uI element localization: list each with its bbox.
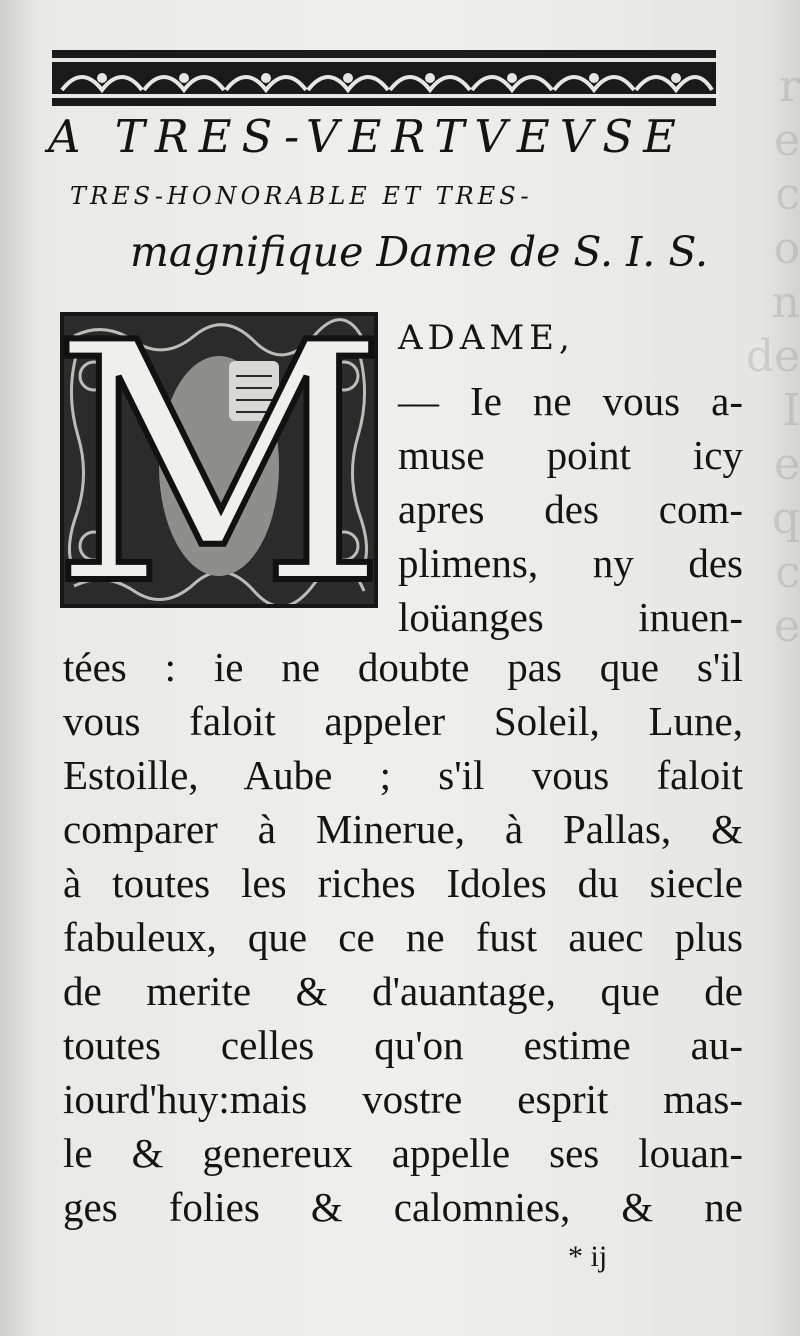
- text-line: le & genereux appelle ses louan-: [63, 1130, 743, 1176]
- text-line: apres des com-: [398, 486, 743, 532]
- text-line: fabuleux, que ce ne fust auec plus: [63, 914, 743, 960]
- text-line: toutes celles qu'on estime au-: [63, 1022, 743, 1068]
- text-line: iourd'huy:mais vostre esprit mas-: [63, 1076, 743, 1122]
- text-beside-initial: [398, 374, 743, 644]
- text-line: vous faloit appeler Soleil, Lune,: [63, 698, 743, 744]
- text-line: muse point icy: [398, 432, 743, 478]
- text-line: — Ie ne vous a-: [398, 378, 743, 424]
- salutation: ADAME,: [398, 318, 575, 358]
- dedicatee-name: magnifique Dame de S. I. S.: [130, 228, 709, 276]
- text-line: plimens, ny des: [398, 540, 743, 586]
- text-line: loüanges inuen-: [398, 594, 743, 640]
- text-line: tées : ie ne doubte pas que s'il: [63, 644, 743, 690]
- text-line: de merite & d'auantage, que de: [63, 968, 743, 1014]
- dedication-title: A TRES-VERTVEVSE: [48, 110, 686, 163]
- signature-mark: * ij: [568, 1240, 608, 1273]
- text-line: à toutes les riches Idoles du siecle: [63, 860, 743, 906]
- text-line: ges folies & calomnies, & ne: [63, 1184, 743, 1230]
- initial-letter: M: [50, 273, 388, 657]
- bleed-through-text: r e c o n de I e q c e: [745, 61, 800, 652]
- dedication-subtitle: TRES-HONORABLE ET TRES-: [70, 182, 533, 210]
- main-text-block: [63, 640, 743, 1234]
- text-line: comparer à Minerue, à Pallas, &: [63, 806, 743, 852]
- decorative-headpiece: [52, 50, 716, 106]
- decorated-initial: [50, 273, 388, 657]
- text-line: Estoille, Aube ; s'il vous faloit: [63, 752, 743, 798]
